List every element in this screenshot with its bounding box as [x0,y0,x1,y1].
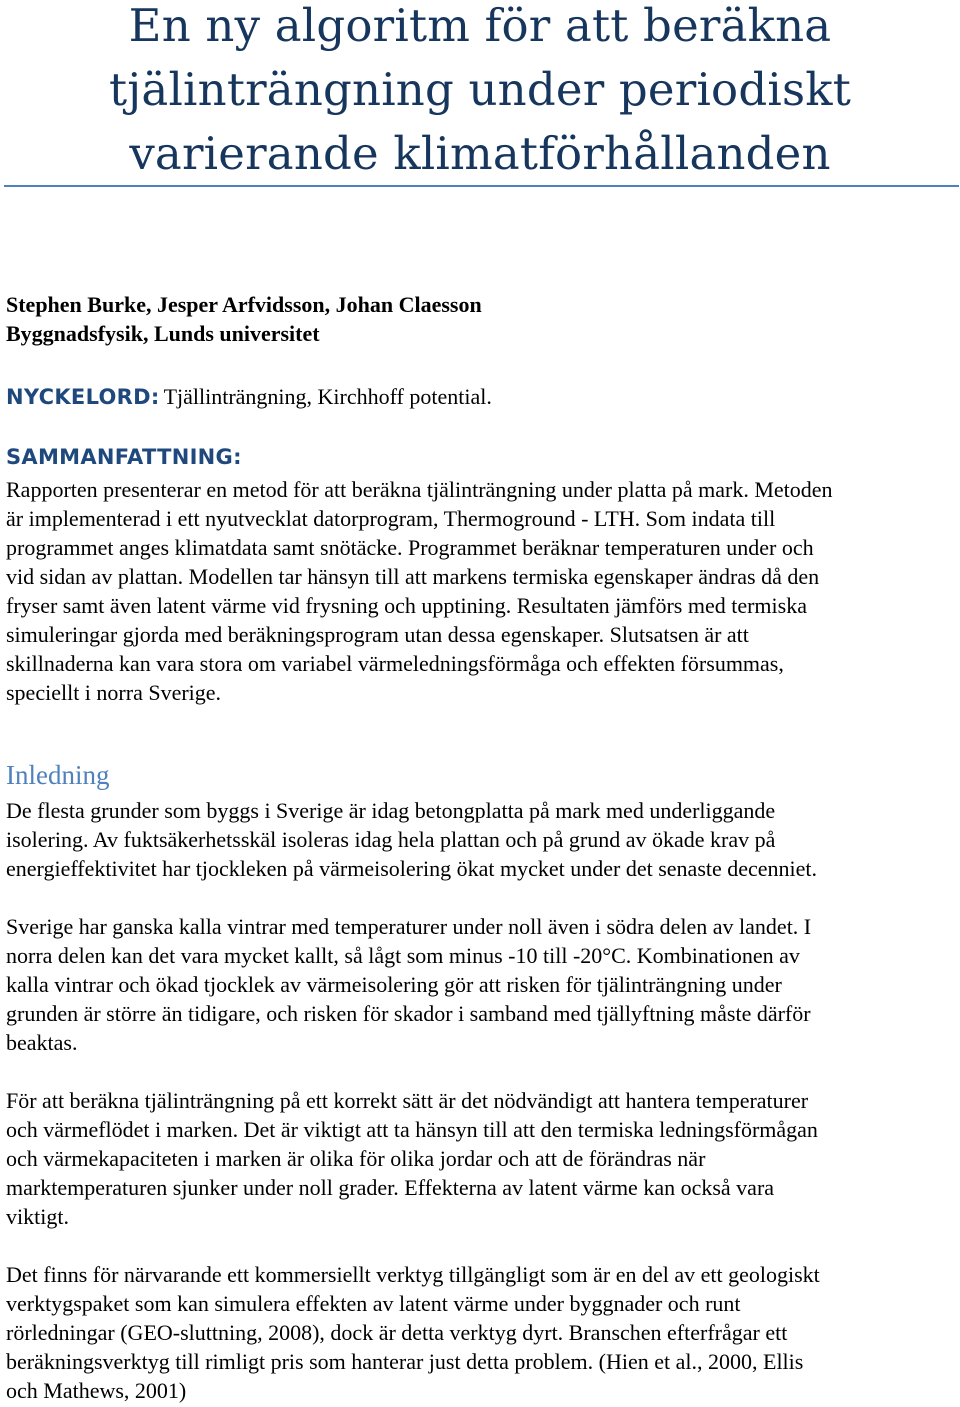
text-line: simuleringar gjorda med beräkningsprogram utan dessa egenskaper. Slutsatsen är att [6,622,749,647]
intro-paragraph [6,796,956,883]
text-line: programmet anges klimatdata samt snötäcke. Programmet beräknar temperaturen under och [6,535,814,560]
intro-paragraph [6,912,956,1057]
title-divider [4,185,959,187]
section-heading-inledning: Inledning [6,760,110,790]
summary-paragraph [6,475,956,707]
title-line: tjälinträngning under periodiskt [108,63,851,116]
author-names: Stephen Burke, Jesper Arfvidsson, Johan Claesson [6,292,482,317]
text-line: är implementerad i ett nyutvecklat datorprogram, Thermoground - LTH. Som indata till [6,506,776,531]
text-line: vid sidan av plattan. Modellen tar hänsyn till att markens termiska egenskaper ändras då den [6,564,820,589]
text-line: beräkningsverktyg till rimligt pris som hanterar just detta problem. (Hien et al., 2000, Ellis [6,1349,804,1374]
text-line: energieffektivitet har tjockleken på värmeisolering ökat mycket under det senaste decenniet. [6,856,818,881]
authors-block [6,290,482,348]
author-affiliation: Byggnadsfysik, Lunds universitet [6,321,320,346]
text-line: fryser samt även latent värme vid frysning och upptining. Resultaten jämförs med termiska [6,593,807,618]
text-line: rörledningar (GEO-sluttning, 2008), dock är detta verktyg dyrt. Branschen efterfrågar ett [6,1320,788,1345]
text-line: Rapporten presenterar en metod för att beräkna tjälinträngning under platta på mark. Metoden [6,477,833,502]
text-line: och värmeflödet i marken. Det är viktigt att ta hänsyn till att den termiska ledningsförmågan [6,1117,818,1142]
title-line: varierande klimatförhållanden [129,127,831,180]
document-title [0,0,960,186]
text-line: kalla vintrar och ökad tjocklek av värmeisolering gör att risken för tjälinträngning under [6,972,782,997]
intro-paragraph [6,1086,956,1231]
text-line: beaktas. [6,1030,78,1055]
keywords-text: Tjällinträngning, Kirchhoff potential. [163,384,492,409]
text-line: verktygspaket som kan simulera effekten av latent värme under byggnader och runt [6,1291,741,1316]
text-line: Det finns för närvarande ett kommersiellt verktyg tillgängligt som är en del av ett geologiskt [6,1262,820,1287]
keywords-line [6,380,492,417]
keywords-label: NYCKELORD: [6,385,160,409]
text-line: och värmekapaciteten i marken är olika för olika jordar och att de förändras när [6,1146,706,1171]
summary-heading [6,440,242,477]
text-line: skillnaderna kan vara stora om variabel värmeledningsförmåga och effekten försummas, [6,651,784,676]
intro-paragraph [6,1260,956,1405]
text-line: För att beräkna tjälinträngning på ett korrekt sätt är det nödvändigt att hantera temperaturer [6,1088,809,1113]
text-line: norra delen kan det vara mycket kallt, så lågt som minus -10 till -20°C. Kombinationen av [6,943,800,968]
text-line: speciellt i norra Sverige. [6,680,222,705]
title-line: En ny algoritm för att beräkna [128,0,832,52]
text-line: grunden är större än tidigare, och risken för skador i samband med tjällyftning måste därför [6,1001,811,1026]
text-line: och Mathews, 2001) [6,1378,187,1403]
text-line: De flesta grunder som byggs i Sverige är idag betongplatta på mark med underliggande [6,798,776,823]
text-line: isolering. Av fuktsäkerhetsskäl isoleras idag hela plattan och på grund av ökade krav på [6,827,776,852]
text-line: Sverige har ganska kalla vintrar med temperaturer under noll även i södra delen av landet. I [6,914,812,939]
summary-label: SAMMANFATTNING: [6,445,242,469]
text-line: marktemperaturen sjunker under noll grader. Effekterna av latent värme kan också vara [6,1175,775,1200]
text-line: viktigt. [6,1204,69,1229]
